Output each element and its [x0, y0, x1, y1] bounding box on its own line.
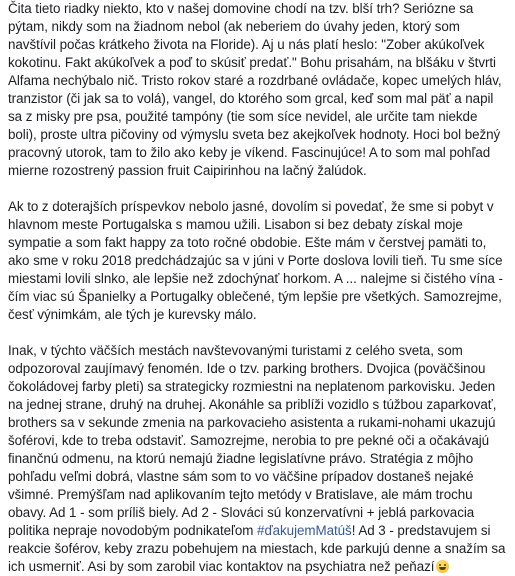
- grinning-face-emoji-icon: [436, 560, 449, 573]
- post-paragraph-3: [8, 342, 507, 576]
- paragraph-3-text-end: ! Ad 3 - predstavujem si reakcie šoférov, keby zrazu pobehujem na miestach, kde parkujú denne a snažím sa ich usmerniť. Asi by som zarobil viac kontaktov na psychiatra než peňazí: [8, 523, 506, 574]
- post-paragraph-1: Čita tieto riadky niekto, kto v našej domovine chodí na tzv. blší trh? Seriózne sa pýtam, nikdy som na žiadnom nebol (ak neberiem do úvahy jeden, ktorý som navštívil počas krátkeho života na Floride). Aj u nás platí heslo: "Zober akúkoľvek kokotinu. Fakt akúkoľvek a poď to skúsiť predať." Bohu prisahám, na blšáku v štvrti Alfama nechýbalo nič. Tristo rokov staré a rozdrbané ovládače, kopec umelých hláv, tranzistor (či jak sa to volá), vangel, do ktorého som grcal, keď som mal päť a napil sa z misky pre psa, použité tampóny (tie som síce nevidel, ale určite tam niekde boli), proste ultra pičoviny od výmyslu sveta bez akejkoľvek hodnoty. Hoci bol bežný pracovný utorok, tam to žilo ako keby je víkend. Fascinujúce! A to som mal pohľad mierne rozostrený passion fruit Caipirinhou na lačný žalúdok.: [8, 1, 502, 178]
- paragraph-3-text: Inak, v týchto väčších mestách navštevovanými turistami z celého sveta, som odpozoroval zaujímavý fenomén. Ide o tzv. parking brothers. Dvojica (poväčšinou čokoládovej farby pleti) sa strategicky rozmiestni na neplatenom parkovisku. Jeden na jednej strane, druhý na druhej. Akonáhle sa priblíži vozidlo s túžbou zaparkovať, brothers sa v sekunde zmenia na parkovacieho asistenta a rukami-nohami ukazujú šoférovi, kde to treba odstaviť. Samozrejme, nerobia to pre pekné oči a očakávajú finančnú odmenu, na ktorú nemajú žiadne legislatívne právo. Stratégia z môjho pohľadu veľmi dobrá, vlastne sám som to vo väčšine prípadov dostanеš nejaké všimné. Premýšľam nad aplikovaním tejto metódy v Bratislave, ale mám trochu obavy. Ad 1 - som príliš biely. Ad 2 - Slováci sú konzervatívni + jeblá parkovacia politika nepraje novodobým podnikateľom: [8, 343, 497, 538]
- hashtag-link[interactable]: #ďakujemMatúš: [257, 523, 352, 538]
- post-paragraph-2: Ak to z doterajších príspevkov nebolo jasné, dovolím si povedať, že sme si pobyt v hlavnom meste Portugalska s mamou užili. Lisabon si bez debaty získal moje sympatie a som fakt happy za toto ročné obdobie. Ešte mám v čerstvej pamäti to, ako sme v roku 2018 predchádzajúc sa v júni v Porte doslova lovili tieň. Tu sme síce miestami lovili slnko, ale lepšie než zdochýnať horkom. A ... nalejme si čistého vína - čím viac sú Španielky a Portugalky oblečené, tým lepšie pre všetkých. Samozrejme, česť výnimkám, ale tých je kurevsky málo.: [8, 199, 503, 322]
